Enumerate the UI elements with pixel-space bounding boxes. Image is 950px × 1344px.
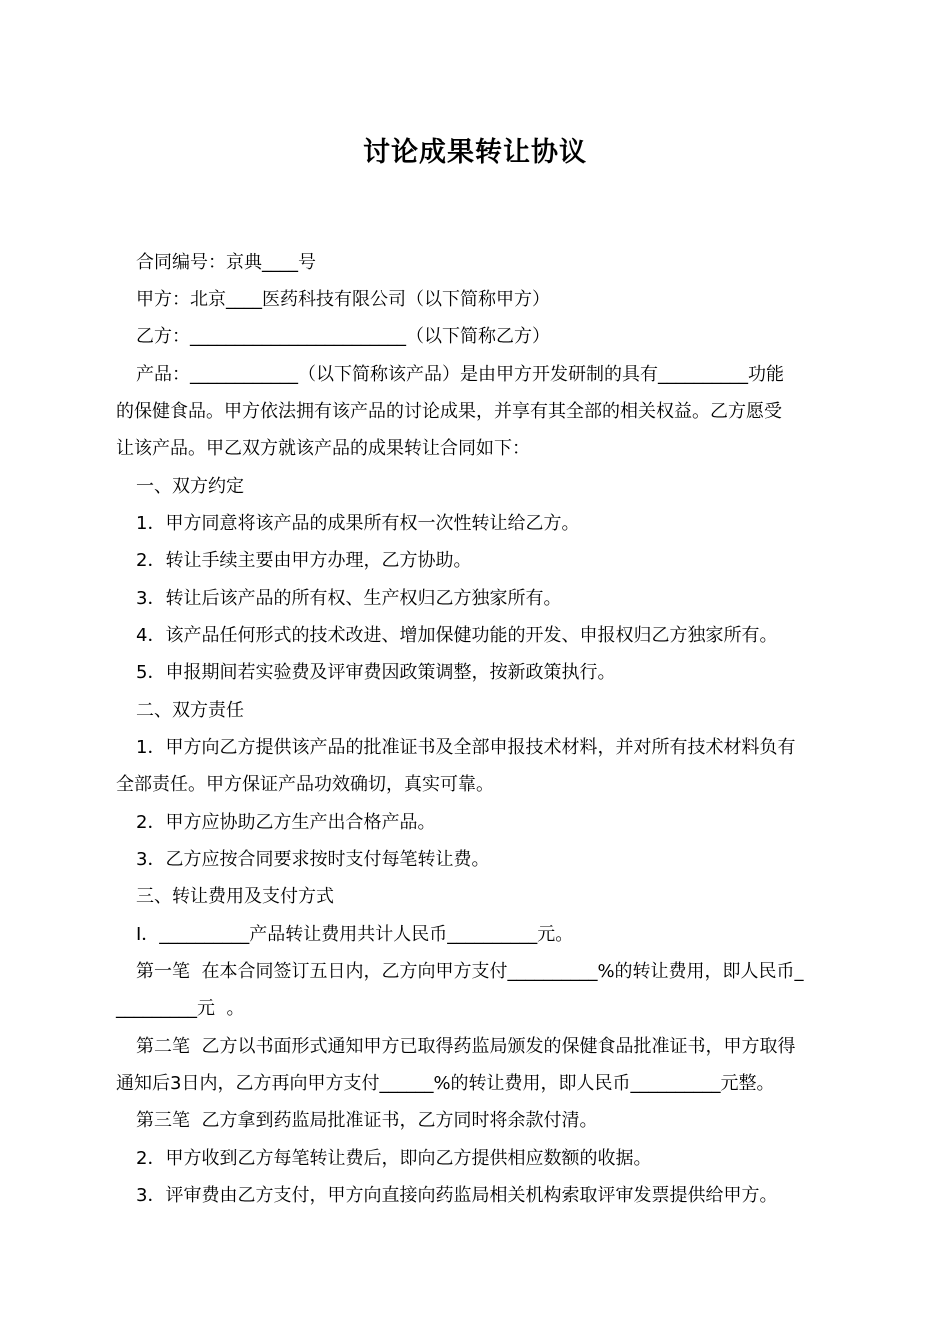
section-heading: 一、双方约定 bbox=[136, 476, 244, 497]
clause-item: I．__________产品转让费用共计人民币__________元。 bbox=[136, 924, 574, 945]
clause-item: 3．乙方应按合同要求按时支付每笔转让费。 bbox=[136, 849, 490, 870]
clause-item: 1．甲方同意将该产品的成果所有权一次性转让给乙方。 bbox=[136, 513, 580, 534]
product-line: 产品：____________（以下简称该产品）是由甲方开发研制的具有__________功能 bbox=[136, 364, 784, 385]
clause-item: 2．转让手续主要由甲方办理，乙方协助。 bbox=[136, 550, 472, 571]
party-b-line: 乙方：________________________（以下简称乙方） bbox=[136, 326, 550, 347]
clause-item: 3．转让后该产品的所有权、生产权归乙方独家所有。 bbox=[136, 588, 562, 609]
section-heading: 二、双方责任 bbox=[136, 700, 244, 721]
product-line-cont: 的保健食品。甲方依法拥有该产品的讨论成果，并享有其全部的相关权益。乙方愿受 bbox=[116, 401, 782, 422]
contract-number-line: 合同编号：京典____号 bbox=[136, 252, 316, 273]
clause-item: 3．评审费由乙方支付，甲方向直接向药监局相关机构索取评审发票提供给甲方。 bbox=[136, 1185, 778, 1206]
clause-item-cont: 全部责任。甲方保证产品功效确切，真实可靠。 bbox=[116, 774, 494, 795]
payment-first-cont: _________元 。 bbox=[116, 998, 245, 1019]
clause-item: 2．甲方收到乙方每笔转让费后，即向乙方提供相应数额的收据。 bbox=[136, 1148, 652, 1169]
clause-item: 2．甲方应协助乙方生产出合格产品。 bbox=[136, 812, 436, 833]
payment-second: 第二笔 乙方以书面形式通知甲方已取得药监局颁发的保健食品批准证书，甲方取得 bbox=[136, 1036, 796, 1057]
section-heading: 三、转让费用及支付方式 bbox=[136, 886, 334, 907]
product-line-cont: 让该产品。甲乙双方就该产品的成果转让合同如下： bbox=[116, 438, 530, 459]
payment-second-cont: 通知后3日内，乙方再向甲方支付______%的转让费用，即人民币__________元整。 bbox=[116, 1073, 775, 1094]
payment-first: 第一笔 在本合同签订五日内，乙方向甲方支付__________%的转让费用，即人民币_ bbox=[136, 961, 804, 982]
document-title: 讨论成果转让协议 bbox=[363, 137, 587, 168]
clause-item: 5．申报期间若实验费及评审费因政策调整，按新政策执行。 bbox=[136, 662, 616, 683]
party-a-line: 甲方：北京____医药科技有限公司（以下简称甲方） bbox=[136, 289, 550, 310]
clause-item: 1．甲方向乙方提供该产品的批准证书及全部申报技术材料，并对所有技术材料负有 bbox=[136, 737, 796, 758]
payment-third: 第三笔 乙方拿到药监局批准证书，乙方同时将余款付清。 bbox=[136, 1110, 598, 1131]
clause-item: 4．该产品任何形式的技术改进、增加保健功能的开发、申报权归乙方独家所有。 bbox=[136, 625, 778, 646]
